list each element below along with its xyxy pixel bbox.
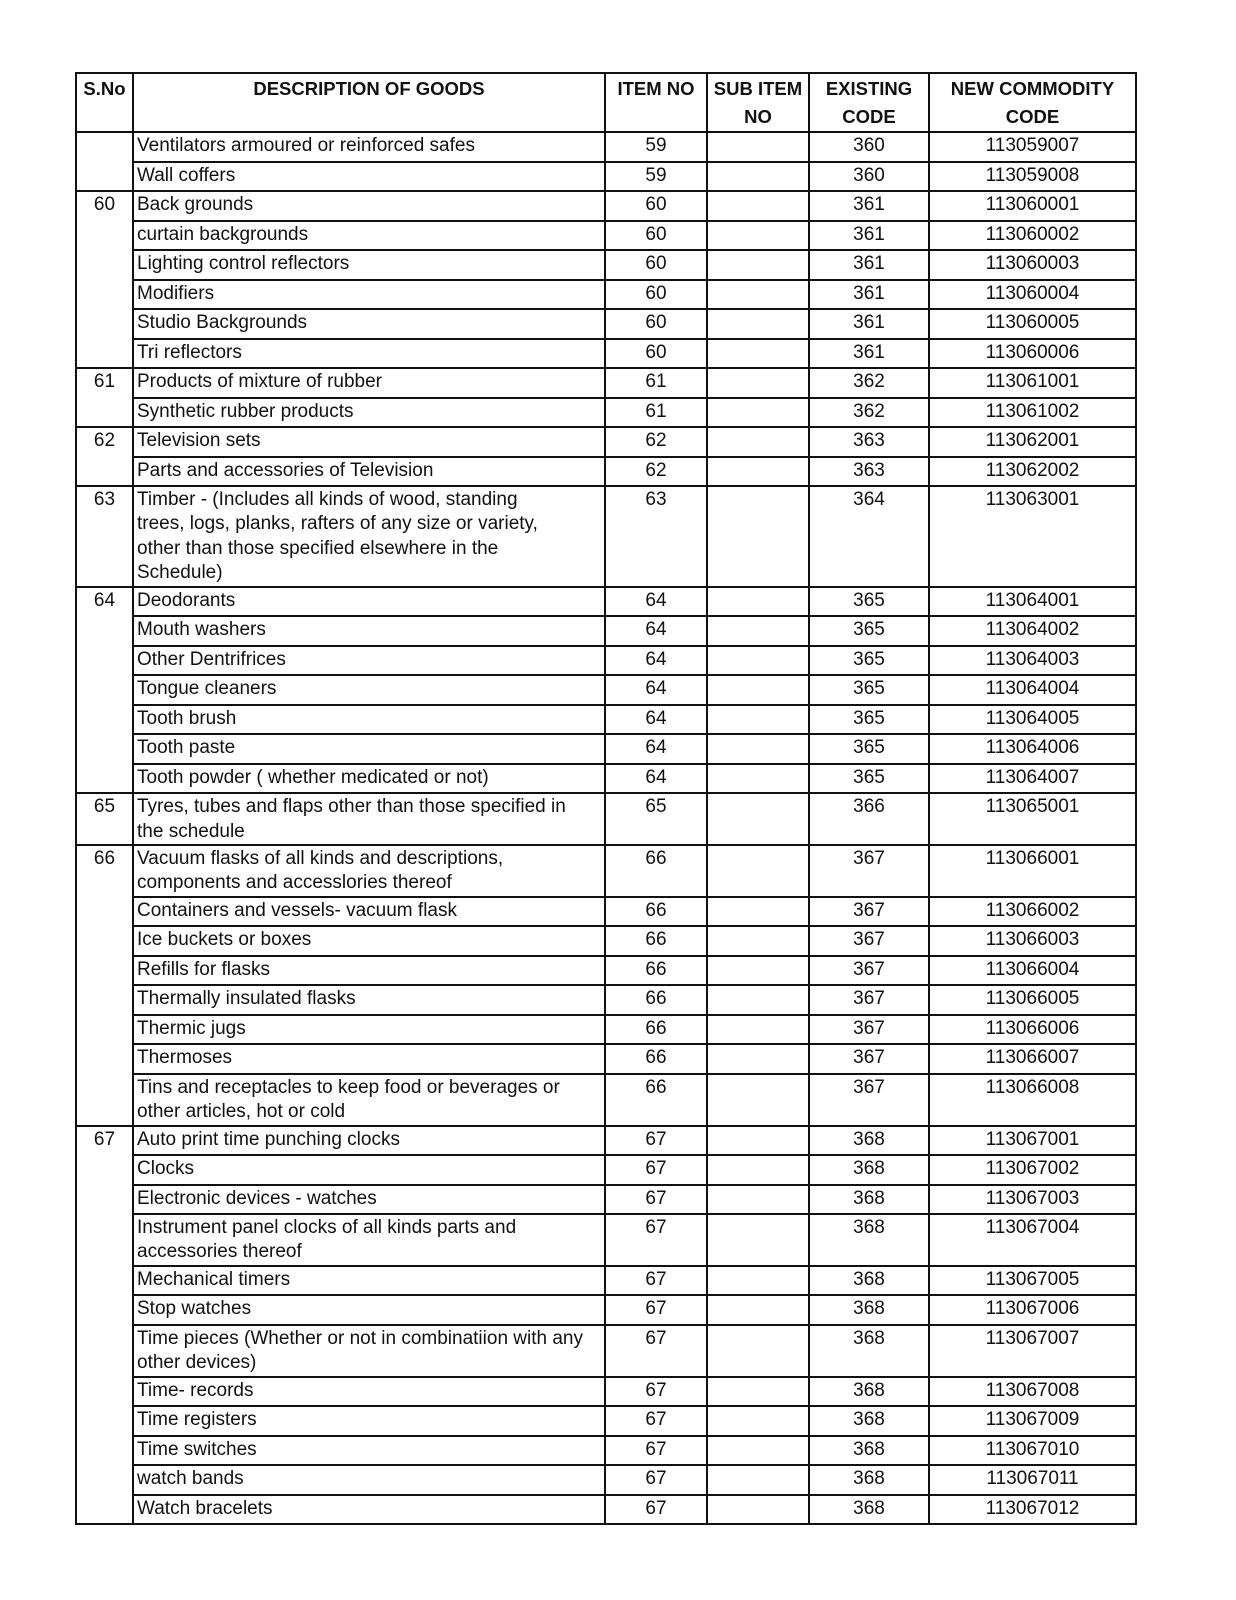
item-no-cell: 67 bbox=[605, 1214, 707, 1266]
sub-item-no-cell bbox=[707, 132, 809, 162]
existing-code-cell: 367 bbox=[809, 956, 929, 986]
header-row bbox=[76, 73, 1136, 132]
header-description: DESCRIPTION OF GOODS bbox=[133, 73, 605, 132]
new-commodity-code-cell: 113061001 bbox=[929, 368, 1136, 398]
existing-code-cell: 361 bbox=[809, 191, 929, 221]
header-item-no: ITEM NO bbox=[605, 73, 707, 132]
table-row bbox=[76, 132, 1136, 162]
existing-code-cell: 361 bbox=[809, 309, 929, 339]
item-no-cell: 67 bbox=[605, 1295, 707, 1325]
new-commodity-code-cell: 113060002 bbox=[929, 221, 1136, 251]
description-cell: Tooth brush bbox=[133, 705, 605, 735]
description-cell: Thermic jugs bbox=[133, 1015, 605, 1045]
description-cell: Deodorants bbox=[133, 587, 605, 617]
sno-cell: 67 bbox=[76, 1126, 133, 1525]
table-row bbox=[76, 845, 1136, 897]
existing-code-cell: 364 bbox=[809, 486, 929, 587]
table-row bbox=[76, 162, 1136, 192]
description-cell: Time switches bbox=[133, 1436, 605, 1466]
table-row bbox=[76, 897, 1136, 927]
sub-item-no-cell bbox=[707, 1495, 809, 1525]
sub-item-no-cell bbox=[707, 1015, 809, 1045]
existing-code-cell: 367 bbox=[809, 1044, 929, 1074]
new-commodity-code-cell: 113066003 bbox=[929, 926, 1136, 956]
new-commodity-code-cell: 113066001 bbox=[929, 845, 1136, 897]
item-no-cell: 60 bbox=[605, 221, 707, 251]
item-no-cell: 61 bbox=[605, 368, 707, 398]
description-cell: Vacuum flasks of all kinds and descriptions, components and accesslories thereof bbox=[133, 845, 605, 897]
table-row bbox=[76, 985, 1136, 1015]
item-no-cell: 60 bbox=[605, 339, 707, 369]
existing-code-cell: 361 bbox=[809, 221, 929, 251]
item-no-cell: 66 bbox=[605, 845, 707, 897]
description-cell: curtain backgrounds bbox=[133, 221, 605, 251]
item-no-cell: 67 bbox=[605, 1325, 707, 1377]
existing-code-cell: 367 bbox=[809, 1074, 929, 1126]
new-commodity-code-cell: 113064003 bbox=[929, 646, 1136, 676]
table-row bbox=[76, 1266, 1136, 1296]
description-cell: Auto print time punching clocks bbox=[133, 1126, 605, 1156]
sno-cell: 60 bbox=[76, 191, 133, 368]
existing-code-cell: 368 bbox=[809, 1185, 929, 1215]
item-no-cell: 60 bbox=[605, 280, 707, 310]
sub-item-no-cell bbox=[707, 368, 809, 398]
existing-code-cell: 365 bbox=[809, 705, 929, 735]
item-no-cell: 64 bbox=[605, 734, 707, 764]
existing-code-cell: 367 bbox=[809, 1015, 929, 1045]
sub-item-no-cell bbox=[707, 705, 809, 735]
table-row bbox=[76, 1377, 1136, 1407]
item-no-cell: 64 bbox=[605, 764, 707, 794]
table-row bbox=[76, 616, 1136, 646]
table-row bbox=[76, 587, 1136, 617]
sub-item-no-cell bbox=[707, 191, 809, 221]
existing-code-cell: 365 bbox=[809, 734, 929, 764]
sub-item-no-cell bbox=[707, 985, 809, 1015]
new-commodity-code-cell: 113060001 bbox=[929, 191, 1136, 221]
existing-code-cell: 368 bbox=[809, 1126, 929, 1156]
sub-item-no-cell bbox=[707, 1266, 809, 1296]
description-cell: Products of mixture of rubber bbox=[133, 368, 605, 398]
sno-cell: 63 bbox=[76, 486, 133, 587]
sno-cell: 62 bbox=[76, 427, 133, 486]
sub-item-no-cell bbox=[707, 1465, 809, 1495]
new-commodity-code-cell: 113062001 bbox=[929, 427, 1136, 457]
item-no-cell: 66 bbox=[605, 956, 707, 986]
description-cell: Timber - (Includes all kinds of wood, standing trees, logs, planks, rafters of any size or variety, other than those specified elsewhere in the Schedule) bbox=[133, 486, 605, 587]
table-row bbox=[76, 675, 1136, 705]
sub-item-no-cell bbox=[707, 221, 809, 251]
header-sub-item-no: SUB ITEM NO bbox=[707, 73, 809, 132]
table-row bbox=[76, 309, 1136, 339]
existing-code-cell: 361 bbox=[809, 280, 929, 310]
table-row bbox=[76, 734, 1136, 764]
sub-item-no-cell bbox=[707, 398, 809, 428]
new-commodity-code-cell: 113063001 bbox=[929, 486, 1136, 587]
new-commodity-code-cell: 113066005 bbox=[929, 985, 1136, 1015]
table-row bbox=[76, 705, 1136, 735]
item-no-cell: 61 bbox=[605, 398, 707, 428]
sub-item-no-cell bbox=[707, 845, 809, 897]
description-cell: Modifiers bbox=[133, 280, 605, 310]
table-row bbox=[76, 398, 1136, 428]
new-commodity-code-cell: 113067009 bbox=[929, 1406, 1136, 1436]
item-no-cell: 66 bbox=[605, 897, 707, 927]
description-cell: Watch bracelets bbox=[133, 1495, 605, 1525]
description-cell: Wall coffers bbox=[133, 162, 605, 192]
description-cell: Mouth washers bbox=[133, 616, 605, 646]
sno-cell: 66 bbox=[76, 845, 133, 1126]
description-cell: Parts and accessories of Television bbox=[133, 457, 605, 487]
item-no-cell: 60 bbox=[605, 191, 707, 221]
existing-code-cell: 360 bbox=[809, 132, 929, 162]
existing-code-cell: 367 bbox=[809, 926, 929, 956]
sub-item-no-cell bbox=[707, 1406, 809, 1436]
new-commodity-code-cell: 113066008 bbox=[929, 1074, 1136, 1126]
table-row bbox=[76, 1185, 1136, 1215]
item-no-cell: 67 bbox=[605, 1126, 707, 1156]
description-cell: Studio Backgrounds bbox=[133, 309, 605, 339]
table-row bbox=[76, 1074, 1136, 1126]
description-cell: Thermoses bbox=[133, 1044, 605, 1074]
table-row bbox=[76, 280, 1136, 310]
description-cell: Tri reflectors bbox=[133, 339, 605, 369]
existing-code-cell: 368 bbox=[809, 1155, 929, 1185]
item-no-cell: 66 bbox=[605, 1015, 707, 1045]
table-row bbox=[76, 1044, 1136, 1074]
existing-code-cell: 368 bbox=[809, 1495, 929, 1525]
item-no-cell: 59 bbox=[605, 132, 707, 162]
new-commodity-code-cell: 113060005 bbox=[929, 309, 1136, 339]
table-row bbox=[76, 250, 1136, 280]
sub-item-no-cell bbox=[707, 1325, 809, 1377]
existing-code-cell: 363 bbox=[809, 457, 929, 487]
description-cell: Stop watches bbox=[133, 1295, 605, 1325]
item-no-cell: 65 bbox=[605, 793, 707, 845]
sub-item-no-cell bbox=[707, 1044, 809, 1074]
table-row bbox=[76, 646, 1136, 676]
existing-code-cell: 365 bbox=[809, 587, 929, 617]
sub-item-no-cell bbox=[707, 280, 809, 310]
item-no-cell: 66 bbox=[605, 1074, 707, 1126]
sub-item-no-cell bbox=[707, 250, 809, 280]
description-cell: Other Dentrifrices bbox=[133, 646, 605, 676]
table-row bbox=[76, 956, 1136, 986]
new-commodity-code-cell: 113066007 bbox=[929, 1044, 1136, 1074]
description-cell: Refills for flasks bbox=[133, 956, 605, 986]
existing-code-cell: 366 bbox=[809, 793, 929, 845]
item-no-cell: 67 bbox=[605, 1436, 707, 1466]
item-no-cell: 66 bbox=[605, 1044, 707, 1074]
sub-item-no-cell bbox=[707, 793, 809, 845]
description-cell: Tyres, tubes and flaps other than those specified in the schedule bbox=[133, 793, 605, 845]
existing-code-cell: 361 bbox=[809, 339, 929, 369]
description-cell: Instrument panel clocks of all kinds parts and accessories thereof bbox=[133, 1214, 605, 1266]
item-no-cell: 60 bbox=[605, 309, 707, 339]
table-row bbox=[76, 1126, 1136, 1156]
new-commodity-code-cell: 113064004 bbox=[929, 675, 1136, 705]
table-row bbox=[76, 457, 1136, 487]
new-commodity-code-cell: 113066004 bbox=[929, 956, 1136, 986]
item-no-cell: 64 bbox=[605, 675, 707, 705]
existing-code-cell: 368 bbox=[809, 1325, 929, 1377]
new-commodity-code-cell: 113059008 bbox=[929, 162, 1136, 192]
new-commodity-code-cell: 113067006 bbox=[929, 1295, 1136, 1325]
description-cell: Clocks bbox=[133, 1155, 605, 1185]
table-row bbox=[76, 221, 1136, 251]
new-commodity-code-cell: 113066006 bbox=[929, 1015, 1136, 1045]
sno-cell: 65 bbox=[76, 793, 133, 845]
item-no-cell: 67 bbox=[605, 1266, 707, 1296]
description-cell: Time pieces (Whether or not in combinatiion with any other devices) bbox=[133, 1325, 605, 1377]
item-no-cell: 66 bbox=[605, 926, 707, 956]
existing-code-cell: 363 bbox=[809, 427, 929, 457]
description-cell: Time- records bbox=[133, 1377, 605, 1407]
existing-code-cell: 367 bbox=[809, 845, 929, 897]
table-row bbox=[76, 1155, 1136, 1185]
new-commodity-code-cell: 113060006 bbox=[929, 339, 1136, 369]
table-row bbox=[76, 764, 1136, 794]
existing-code-cell: 367 bbox=[809, 897, 929, 927]
table-row bbox=[76, 427, 1136, 457]
sub-item-no-cell bbox=[707, 486, 809, 587]
existing-code-cell: 368 bbox=[809, 1295, 929, 1325]
table-row bbox=[76, 1495, 1136, 1525]
new-commodity-code-cell: 113059007 bbox=[929, 132, 1136, 162]
table-row bbox=[76, 1295, 1136, 1325]
item-no-cell: 64 bbox=[605, 587, 707, 617]
sub-item-no-cell bbox=[707, 764, 809, 794]
sub-item-no-cell bbox=[707, 1155, 809, 1185]
sub-item-no-cell bbox=[707, 1436, 809, 1466]
sub-item-no-cell bbox=[707, 1126, 809, 1156]
sub-item-no-cell bbox=[707, 339, 809, 369]
existing-code-cell: 368 bbox=[809, 1465, 929, 1495]
description-cell: Containers and vessels- vacuum flask bbox=[133, 897, 605, 927]
new-commodity-code-cell: 113067003 bbox=[929, 1185, 1136, 1215]
existing-code-cell: 368 bbox=[809, 1436, 929, 1466]
description-cell: Tooth paste bbox=[133, 734, 605, 764]
existing-code-cell: 362 bbox=[809, 368, 929, 398]
table-row bbox=[76, 926, 1136, 956]
table-row bbox=[76, 1465, 1136, 1495]
description-cell: Television sets bbox=[133, 427, 605, 457]
sub-item-no-cell bbox=[707, 309, 809, 339]
table-body bbox=[76, 132, 1136, 1524]
description-cell: Lighting control reflectors bbox=[133, 250, 605, 280]
header-sno: S.No bbox=[76, 73, 133, 132]
item-no-cell: 64 bbox=[605, 646, 707, 676]
new-commodity-code-cell: 113060003 bbox=[929, 250, 1136, 280]
item-no-cell: 66 bbox=[605, 985, 707, 1015]
existing-code-cell: 362 bbox=[809, 398, 929, 428]
sub-item-no-cell bbox=[707, 1295, 809, 1325]
header-existing-code: EXISTING CODE bbox=[809, 73, 929, 132]
description-cell: Tooth powder ( whether medicated or not) bbox=[133, 764, 605, 794]
sno-cell bbox=[76, 132, 133, 191]
item-no-cell: 67 bbox=[605, 1185, 707, 1215]
item-no-cell: 60 bbox=[605, 250, 707, 280]
sub-item-no-cell bbox=[707, 457, 809, 487]
new-commodity-code-cell: 113067007 bbox=[929, 1325, 1136, 1377]
new-commodity-code-cell: 113067002 bbox=[929, 1155, 1136, 1185]
existing-code-cell: 365 bbox=[809, 646, 929, 676]
description-cell: Synthetic rubber products bbox=[133, 398, 605, 428]
sno-cell: 61 bbox=[76, 368, 133, 427]
commodity-code-table bbox=[75, 72, 1137, 1525]
item-no-cell: 63 bbox=[605, 486, 707, 587]
new-commodity-code-cell: 113066002 bbox=[929, 897, 1136, 927]
sno-cell: 64 bbox=[76, 587, 133, 794]
table-row bbox=[76, 1436, 1136, 1466]
table-row bbox=[76, 486, 1136, 587]
sub-item-no-cell bbox=[707, 675, 809, 705]
description-cell: Thermally insulated flasks bbox=[133, 985, 605, 1015]
new-commodity-code-cell: 113064007 bbox=[929, 764, 1136, 794]
existing-code-cell: 367 bbox=[809, 985, 929, 1015]
table-row bbox=[76, 339, 1136, 369]
existing-code-cell: 368 bbox=[809, 1214, 929, 1266]
table-row bbox=[76, 793, 1136, 845]
new-commodity-code-cell: 113064002 bbox=[929, 616, 1136, 646]
existing-code-cell: 360 bbox=[809, 162, 929, 192]
item-no-cell: 67 bbox=[605, 1495, 707, 1525]
new-commodity-code-cell: 113067010 bbox=[929, 1436, 1136, 1466]
item-no-cell: 67 bbox=[605, 1377, 707, 1407]
existing-code-cell: 365 bbox=[809, 616, 929, 646]
item-no-cell: 64 bbox=[605, 616, 707, 646]
sub-item-no-cell bbox=[707, 646, 809, 676]
sub-item-no-cell bbox=[707, 1377, 809, 1407]
table-row bbox=[76, 368, 1136, 398]
sub-item-no-cell bbox=[707, 616, 809, 646]
existing-code-cell: 361 bbox=[809, 250, 929, 280]
new-commodity-code-cell: 113067004 bbox=[929, 1214, 1136, 1266]
sub-item-no-cell bbox=[707, 427, 809, 457]
new-commodity-code-cell: 113067011 bbox=[929, 1465, 1136, 1495]
new-commodity-code-cell: 113064005 bbox=[929, 705, 1136, 735]
new-commodity-code-cell: 113061002 bbox=[929, 398, 1136, 428]
existing-code-cell: 368 bbox=[809, 1406, 929, 1436]
new-commodity-code-cell: 113064001 bbox=[929, 587, 1136, 617]
item-no-cell: 62 bbox=[605, 427, 707, 457]
description-cell: Ice buckets or boxes bbox=[133, 926, 605, 956]
table-row bbox=[76, 1214, 1136, 1266]
new-commodity-code-cell: 113067001 bbox=[929, 1126, 1136, 1156]
description-cell: Ventilators armoured or reinforced safes bbox=[133, 132, 605, 162]
item-no-cell: 67 bbox=[605, 1406, 707, 1436]
new-commodity-code-cell: 113065001 bbox=[929, 793, 1136, 845]
sub-item-no-cell bbox=[707, 956, 809, 986]
sub-item-no-cell bbox=[707, 734, 809, 764]
description-cell: Tins and receptacles to keep food or beverages or other articles, hot or cold bbox=[133, 1074, 605, 1126]
sub-item-no-cell bbox=[707, 1185, 809, 1215]
item-no-cell: 62 bbox=[605, 457, 707, 487]
table-row bbox=[76, 191, 1136, 221]
description-cell: Electronic devices - watches bbox=[133, 1185, 605, 1215]
sub-item-no-cell bbox=[707, 926, 809, 956]
existing-code-cell: 368 bbox=[809, 1377, 929, 1407]
existing-code-cell: 365 bbox=[809, 675, 929, 705]
sub-item-no-cell bbox=[707, 1074, 809, 1126]
header-new-commodity-code: NEW COMMODITY CODE bbox=[929, 73, 1136, 132]
new-commodity-code-cell: 113062002 bbox=[929, 457, 1136, 487]
description-cell: Tongue cleaners bbox=[133, 675, 605, 705]
table-row bbox=[76, 1325, 1136, 1377]
description-cell: Back grounds bbox=[133, 191, 605, 221]
item-no-cell: 67 bbox=[605, 1155, 707, 1185]
description-cell: watch bands bbox=[133, 1465, 605, 1495]
sub-item-no-cell bbox=[707, 162, 809, 192]
new-commodity-code-cell: 113064006 bbox=[929, 734, 1136, 764]
sub-item-no-cell bbox=[707, 587, 809, 617]
item-no-cell: 59 bbox=[605, 162, 707, 192]
existing-code-cell: 365 bbox=[809, 764, 929, 794]
table-row bbox=[76, 1406, 1136, 1436]
description-cell: Mechanical timers bbox=[133, 1266, 605, 1296]
new-commodity-code-cell: 113067012 bbox=[929, 1495, 1136, 1525]
sub-item-no-cell bbox=[707, 1214, 809, 1266]
item-no-cell: 64 bbox=[605, 705, 707, 735]
description-cell: Time registers bbox=[133, 1406, 605, 1436]
sub-item-no-cell bbox=[707, 897, 809, 927]
existing-code-cell: 368 bbox=[809, 1266, 929, 1296]
new-commodity-code-cell: 113067005 bbox=[929, 1266, 1136, 1296]
item-no-cell: 67 bbox=[605, 1465, 707, 1495]
new-commodity-code-cell: 113067008 bbox=[929, 1377, 1136, 1407]
table-row bbox=[76, 1015, 1136, 1045]
new-commodity-code-cell: 113060004 bbox=[929, 280, 1136, 310]
